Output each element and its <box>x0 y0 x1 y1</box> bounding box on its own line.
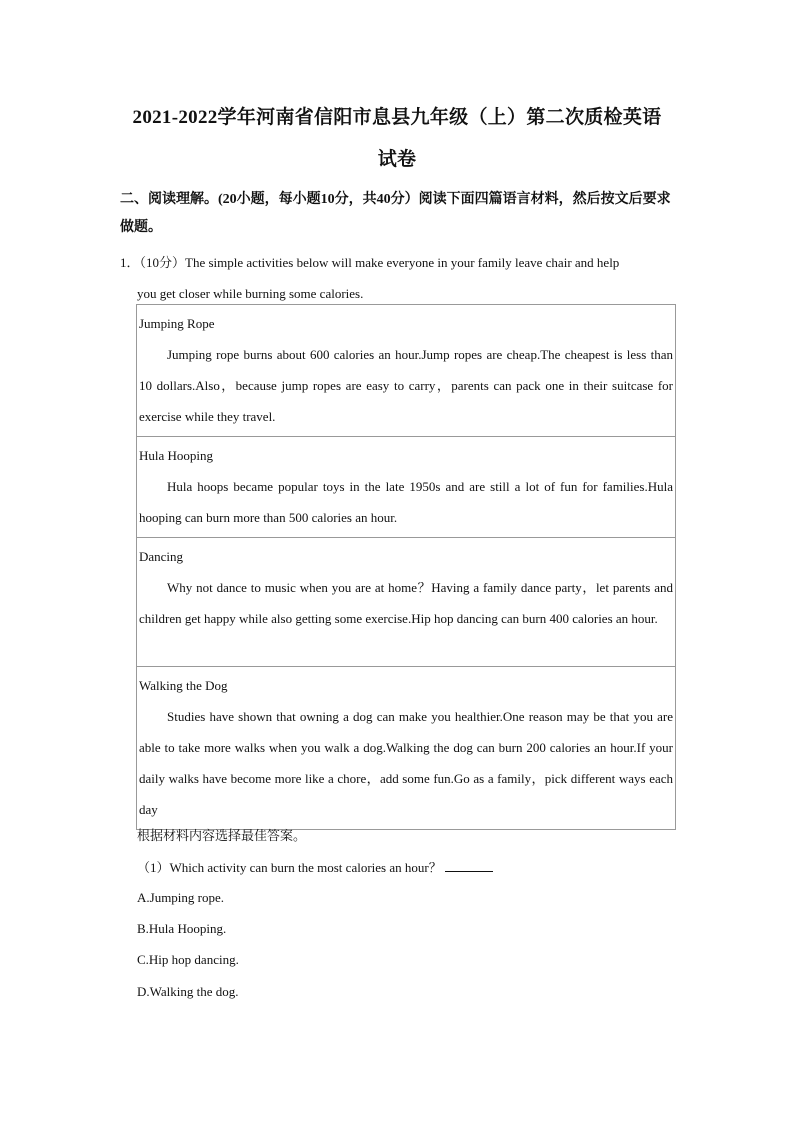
instruction-text: 根据材料内容选择最佳答案。 <box>137 828 307 843</box>
passage-body: Jumping rope burns about 600 calories an hour.Jump ropes are cheap.The cheapest is less than 10 dollars.Also，because jump ropes are easy to carry，parents can pack one in their suitcase for exercise while they travel. <box>139 347 674 424</box>
passage-cell <box>137 667 676 830</box>
passage-cell <box>137 538 676 667</box>
passage-cell <box>137 305 676 437</box>
question-score: （10分） <box>139 255 186 270</box>
passage-title: Jumping Rope <box>139 316 215 331</box>
passage-title: Hula Hooping <box>139 448 214 463</box>
passage-cell <box>137 437 676 538</box>
option-c[interactable]: C.Hip hop dancing. <box>137 952 239 967</box>
option-b[interactable]: B.Hula Hooping. <box>137 921 227 936</box>
option-d[interactable]: D.Walking the dog. <box>137 984 239 999</box>
passages-table <box>136 304 676 830</box>
passage-title: Dancing <box>139 549 184 564</box>
exam-title-line1: 2021-2022学年河南省信阳市息县九年级（上）第二次质检英语 <box>132 107 662 128</box>
passage-row <box>137 437 676 538</box>
passage-body: Hula hoops became popular toys in the late 1950s and are still a lot of fun for families.Hula hooping can burn more than 500 calories an hour. <box>139 479 673 525</box>
question-intro-line1: The simple activities below will make everyone in your family leave chair and help <box>185 255 620 270</box>
sub-question <box>137 857 493 878</box>
exam-title-line2: 试卷 <box>377 149 417 170</box>
sub-question-label: （1）Which activity can burn the most calories an hour？ <box>137 860 442 875</box>
passage-row <box>137 667 676 830</box>
question-intro <box>120 247 676 309</box>
passage-title: Walking the Dog <box>139 678 228 693</box>
question-number: 1． <box>120 255 140 270</box>
answer-blank[interactable] <box>445 857 493 872</box>
passage-row <box>137 305 676 437</box>
section-heading: 二、阅读理解。(20小题，每小题10分，共40分）阅读下面四篇语言材料，然后按文后要求做题。 <box>120 192 671 235</box>
question-intro-line2: you get closer while burning some calories. <box>137 286 364 301</box>
passage-body: Why not dance to music when you are at home？Having a family dance party，let parents and children get happy while also getting some exercise.Hip hop dancing can burn 400 calories an hour. <box>139 580 673 626</box>
passage-row <box>137 538 676 667</box>
passage-body: Studies have shown that owning a dog can make you healthier.One reason may be that you are able to take more walks when you walk a dog.Walking the dog can burn 200 calories an hour.If your daily walks have become more like a chore，add some fun.Go as a family，pick different ways each day <box>139 709 673 817</box>
option-a[interactable]: A.Jumping rope. <box>137 890 225 905</box>
